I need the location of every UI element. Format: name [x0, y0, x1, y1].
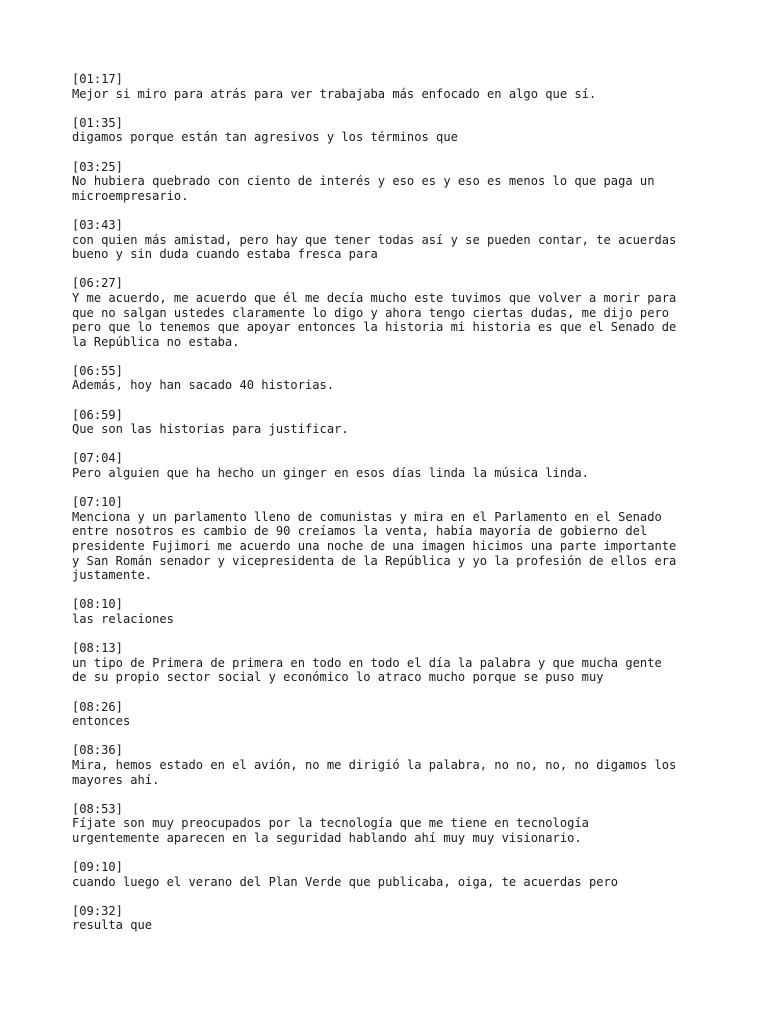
entry-timestamp: [07:10] [72, 495, 123, 510]
entry-text-line: cuando luego el verano del Plan Verde que publicaba, oiga, te acuerdas pero [72, 874, 619, 889]
entry-text-line: resulta que [72, 918, 153, 933]
entry-timestamp: [08:10] [72, 597, 123, 612]
entry-timestamp: [08:13] [72, 641, 123, 656]
transcript-entry [72, 700, 702, 729]
transcript-entry [72, 495, 702, 583]
entry-text-line: Mejor si miro para atrás para ver trabajaba más enfocado en algo que sí. [72, 86, 597, 101]
entry-text-line: Menciona y un parlamento lleno de comunistas y mira en el Parlamento en el Senado [72, 509, 662, 524]
entry-timestamp: [09:32] [72, 903, 123, 918]
transcript-entry [72, 116, 702, 145]
entry-timestamp: [09:10] [72, 860, 123, 875]
entry-text-line: urgentemente aparecen en la seguridad hablando ahí muy muy visionario. [72, 830, 582, 845]
transcript-entry [72, 597, 702, 626]
entry-text-line: con quien más amistad, pero hay que tener todas así y se pueden contar, te acuerdas [72, 232, 677, 247]
entry-timestamp: [03:25] [72, 159, 123, 174]
entry-text-line: entre nosotros es cambio de 90 creíamos la venta, había mayoría de gobierno del [72, 524, 648, 539]
transcript-entry [72, 408, 702, 437]
entry-timestamp: [08:53] [72, 801, 123, 816]
transcript-entry [72, 802, 702, 846]
entry-text-line: Pero alguien que ha hecho un ginger en esos días linda la música linda. [72, 466, 589, 481]
entry-text-line: Fíjate son muy preocupados por la tecnología que me tiene en tecnología [72, 816, 589, 831]
entry-timestamp: [06:59] [72, 407, 123, 422]
entry-timestamp: [03:43] [72, 217, 123, 232]
entry-timestamp: [08:26] [72, 699, 123, 714]
entry-timestamp: [08:36] [72, 743, 123, 758]
transcript-entry [72, 641, 702, 685]
entry-timestamp: [01:35] [72, 115, 123, 130]
entry-text-line: No hubiera quebrado con ciento de interés y eso es y eso es menos lo que paga un [72, 174, 655, 189]
entry-timestamp: [06:27] [72, 276, 123, 291]
entry-text-line: microempresario. [72, 188, 189, 203]
transcript-entry [72, 451, 702, 480]
entry-text-line: justamente. [72, 568, 153, 583]
entry-text-line: y San Román senador y vicepresidenta de la República y yo la profesión de ellos era [72, 553, 677, 568]
transcript-entry [72, 218, 702, 262]
entry-text-line: Mira, hemos estado en el avión, no me dirigió la palabra, no no, no, no digamos los [72, 757, 677, 772]
entry-timestamp: [06:55] [72, 363, 123, 378]
transcript-entry [72, 160, 702, 204]
entry-text-line: pero que lo tenemos que apoyar entonces la historia mi historia es que el Senado de [72, 320, 677, 335]
entry-text-line: Además, hoy han sacado 40 historias. [72, 378, 335, 393]
transcript-entry [72, 904, 702, 933]
entry-text-line: las relaciones [72, 611, 174, 626]
transcript-entry [72, 364, 702, 393]
entry-text-line: entonces [72, 714, 131, 729]
entry-text-line: bueno y sin duda cuando estaba fresca para [72, 247, 378, 262]
entry-timestamp: [01:17] [72, 72, 123, 86]
entry-text-line: digamos porque están tan agresivos y los términos que [72, 130, 458, 145]
entry-text-line: la República no estaba. [72, 334, 240, 349]
transcript-page [72, 72, 702, 948]
entry-timestamp: [07:04] [72, 451, 123, 466]
transcript-entry [72, 860, 702, 889]
entry-text-line: mayores ahí. [72, 772, 160, 787]
entry-text-line: Y me acuerdo, me acuerdo que él me decía mucho este tuvimos que volver a morir para [72, 290, 677, 305]
entry-text-line: Que son las historias para justificar. [72, 422, 349, 437]
transcript-entry [72, 72, 702, 101]
entry-text-line: que no salgan ustedes claramente lo digo y ahora tengo ciertas dudas, me dijo pero [72, 305, 670, 320]
transcript-entry [72, 276, 702, 349]
transcript-entry [72, 743, 702, 787]
entry-text-line: un tipo de Primera de primera en todo en todo el día la palabra y que mucha gente [72, 655, 662, 670]
entry-text-line: presidente Fujimori me acuerdo una noche de una imagen hicimos una parte importante [72, 539, 677, 553]
entry-text-line: de su propio sector social y económico lo atraco mucho porque se puso muy [72, 670, 604, 685]
